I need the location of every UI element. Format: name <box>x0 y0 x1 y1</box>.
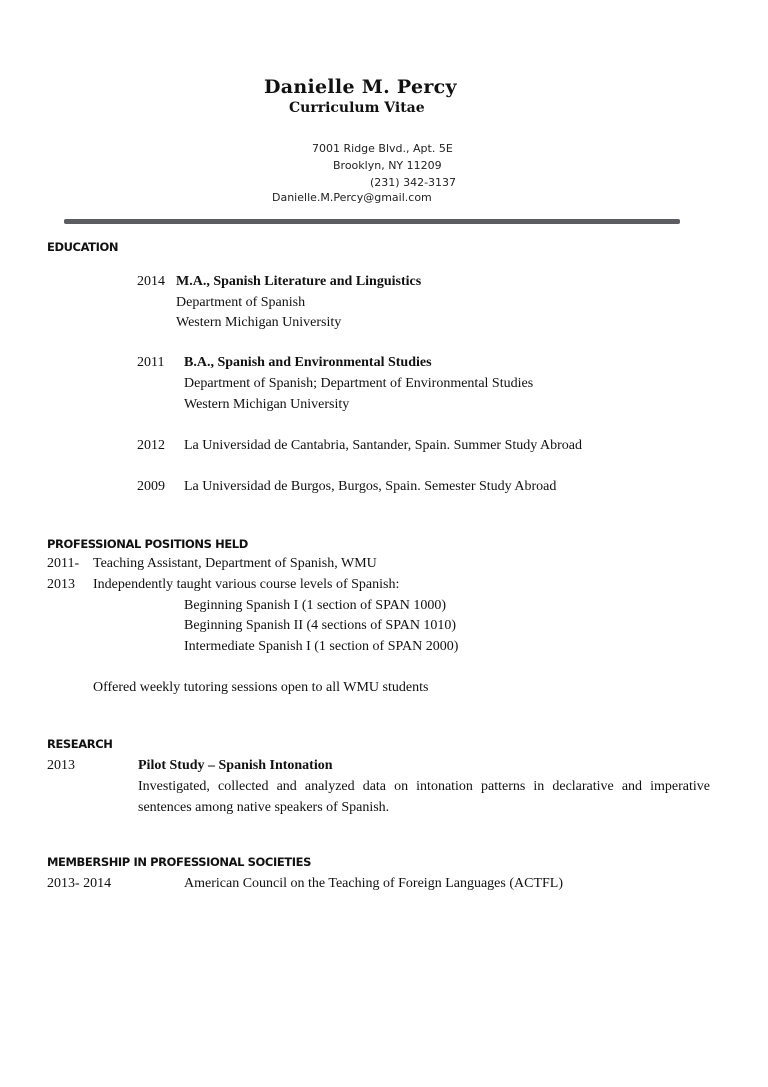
education-year: 2012 <box>137 438 165 453</box>
research-heading: RESEARCH <box>47 737 113 751</box>
membership-organization: American Council on the Teaching of Foreign Languages (ACTFL) <box>184 876 563 891</box>
education-heading: EDUCATION <box>47 240 119 254</box>
course-item: Intermediate Spanish I (1 section of SPAN 2000) <box>184 639 459 654</box>
position-year-start: 2011- <box>47 556 80 571</box>
study-abroad-entry: La Universidad de Burgos, Burgos, Spain. Semester Study Abroad <box>184 479 557 494</box>
tutoring-note: Offered weekly tutoring sessions open to all WMU students <box>93 680 429 695</box>
membership-years: 2013- 2014 <box>47 876 112 891</box>
position-title: Teaching Assistant, Department of Spanish, WMU <box>93 556 377 571</box>
course-item: Beginning Spanish I (1 section of SPAN 1000) <box>184 598 446 613</box>
education-year: 2011 <box>137 355 165 370</box>
course-item: Beginning Spanish II (4 sections of SPAN 1010) <box>184 618 457 633</box>
education-degree: M.A., Spanish Literature and Linguistics <box>176 274 422 289</box>
education-degree: B.A., Spanish and Environmental Studies <box>184 355 432 370</box>
position-description: Independently taught various course levels of Spanish: <box>93 577 400 592</box>
education-year: 2014 <box>137 274 165 289</box>
research-description: Investigated, collected and analyzed data on intonation patterns in declarative and imperative sentences among native speakers of Spanish. <box>138 779 710 815</box>
cv-name: Danielle M. Percy <box>264 76 457 98</box>
education-year: 2009 <box>137 479 165 494</box>
phone-number: (231) 342-3137 <box>370 176 457 189</box>
education-institution: Western Michigan University <box>184 397 350 412</box>
cv-subtitle: Curriculum Vitae <box>289 100 425 116</box>
education-institution: Western Michigan University <box>176 315 342 330</box>
study-abroad-entry: La Universidad de Cantabria, Santander, Spain. Summer Study Abroad <box>184 438 582 453</box>
address-line-2: Brooklyn, NY 11209 <box>333 159 442 172</box>
position-year-end: 2013 <box>47 577 75 592</box>
research-year: 2013 <box>47 758 75 773</box>
address-line-1: 7001 Ridge Blvd., Apt. 5E <box>312 142 453 155</box>
education-department: Department of Spanish; Department of Environmental Studies <box>184 376 534 391</box>
education-department: Department of Spanish <box>176 295 306 310</box>
email-address[interactable]: Danielle.M.Percy@gmail.com <box>272 191 432 204</box>
membership-heading: MEMBERSHIP IN PROFESSIONAL SOCIETIES <box>47 855 311 869</box>
header-divider <box>64 219 680 224</box>
research-title: Pilot Study – Spanish Intonation <box>138 758 333 773</box>
positions-heading: PROFESSIONAL POSITIONS HELD <box>47 537 248 551</box>
